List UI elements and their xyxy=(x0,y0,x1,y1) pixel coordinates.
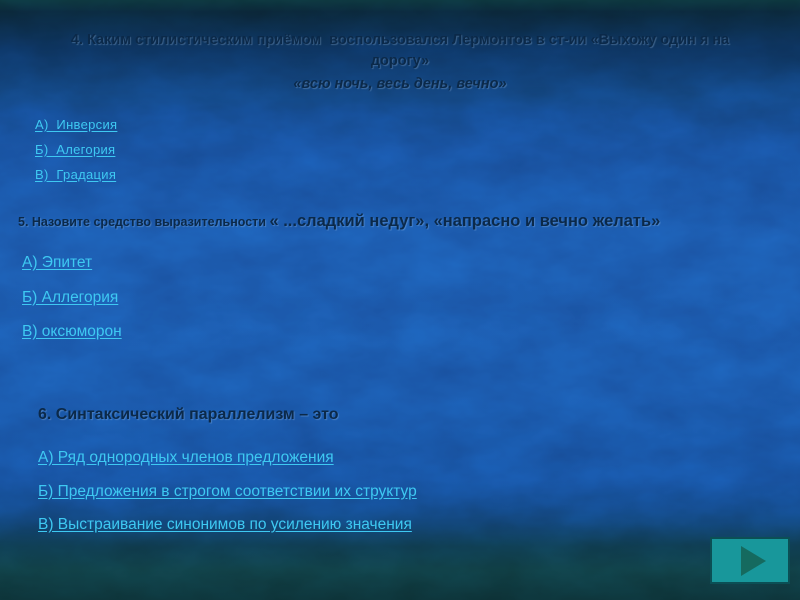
question5-title xyxy=(18,212,788,231)
question5-options xyxy=(22,246,122,350)
play-arrow-icon xyxy=(741,546,766,576)
question5-emphasis: « ...сладкий недуг», «напрасно и вечно желать» xyxy=(269,212,661,230)
question4-option-b-link[interactable]: Б) Алегория xyxy=(35,142,116,157)
question6-options xyxy=(38,441,417,542)
question4-quote: «всю ночь, весь день, вечно» xyxy=(293,76,507,92)
question4-title: 4. Каким стилистическим приёмом воспользовался Лермонтов в ст-ии «Выхожу один я на дорогу» xyxy=(70,32,734,69)
question6-option-a-link[interactable]: А) Ряд однородных членов предложения xyxy=(38,449,334,466)
question5-option-b-link[interactable]: Б) Аллегория xyxy=(22,288,119,306)
question4-option-a-link[interactable]: А) Инверсия xyxy=(35,117,118,132)
question5-prefix: 5. Назовите средство выразительности xyxy=(18,215,270,229)
question4-options xyxy=(35,112,117,187)
question5-option-v-link[interactable]: В) оксюморон xyxy=(22,323,122,340)
next-slide-button[interactable] xyxy=(710,537,790,584)
question6-option-v-link[interactable]: В) Выстраивание синонимов по усилению значения xyxy=(38,516,412,533)
question6-option-b-link[interactable]: Б) Предложения в строгом соответствии их структур xyxy=(38,482,417,500)
question5-option-a-link[interactable]: А) Эпитет xyxy=(22,254,93,271)
question4-option-v-link[interactable]: В) Градация xyxy=(35,167,117,182)
question6-title: 6. Синтаксический параллелизм – это xyxy=(38,406,339,423)
